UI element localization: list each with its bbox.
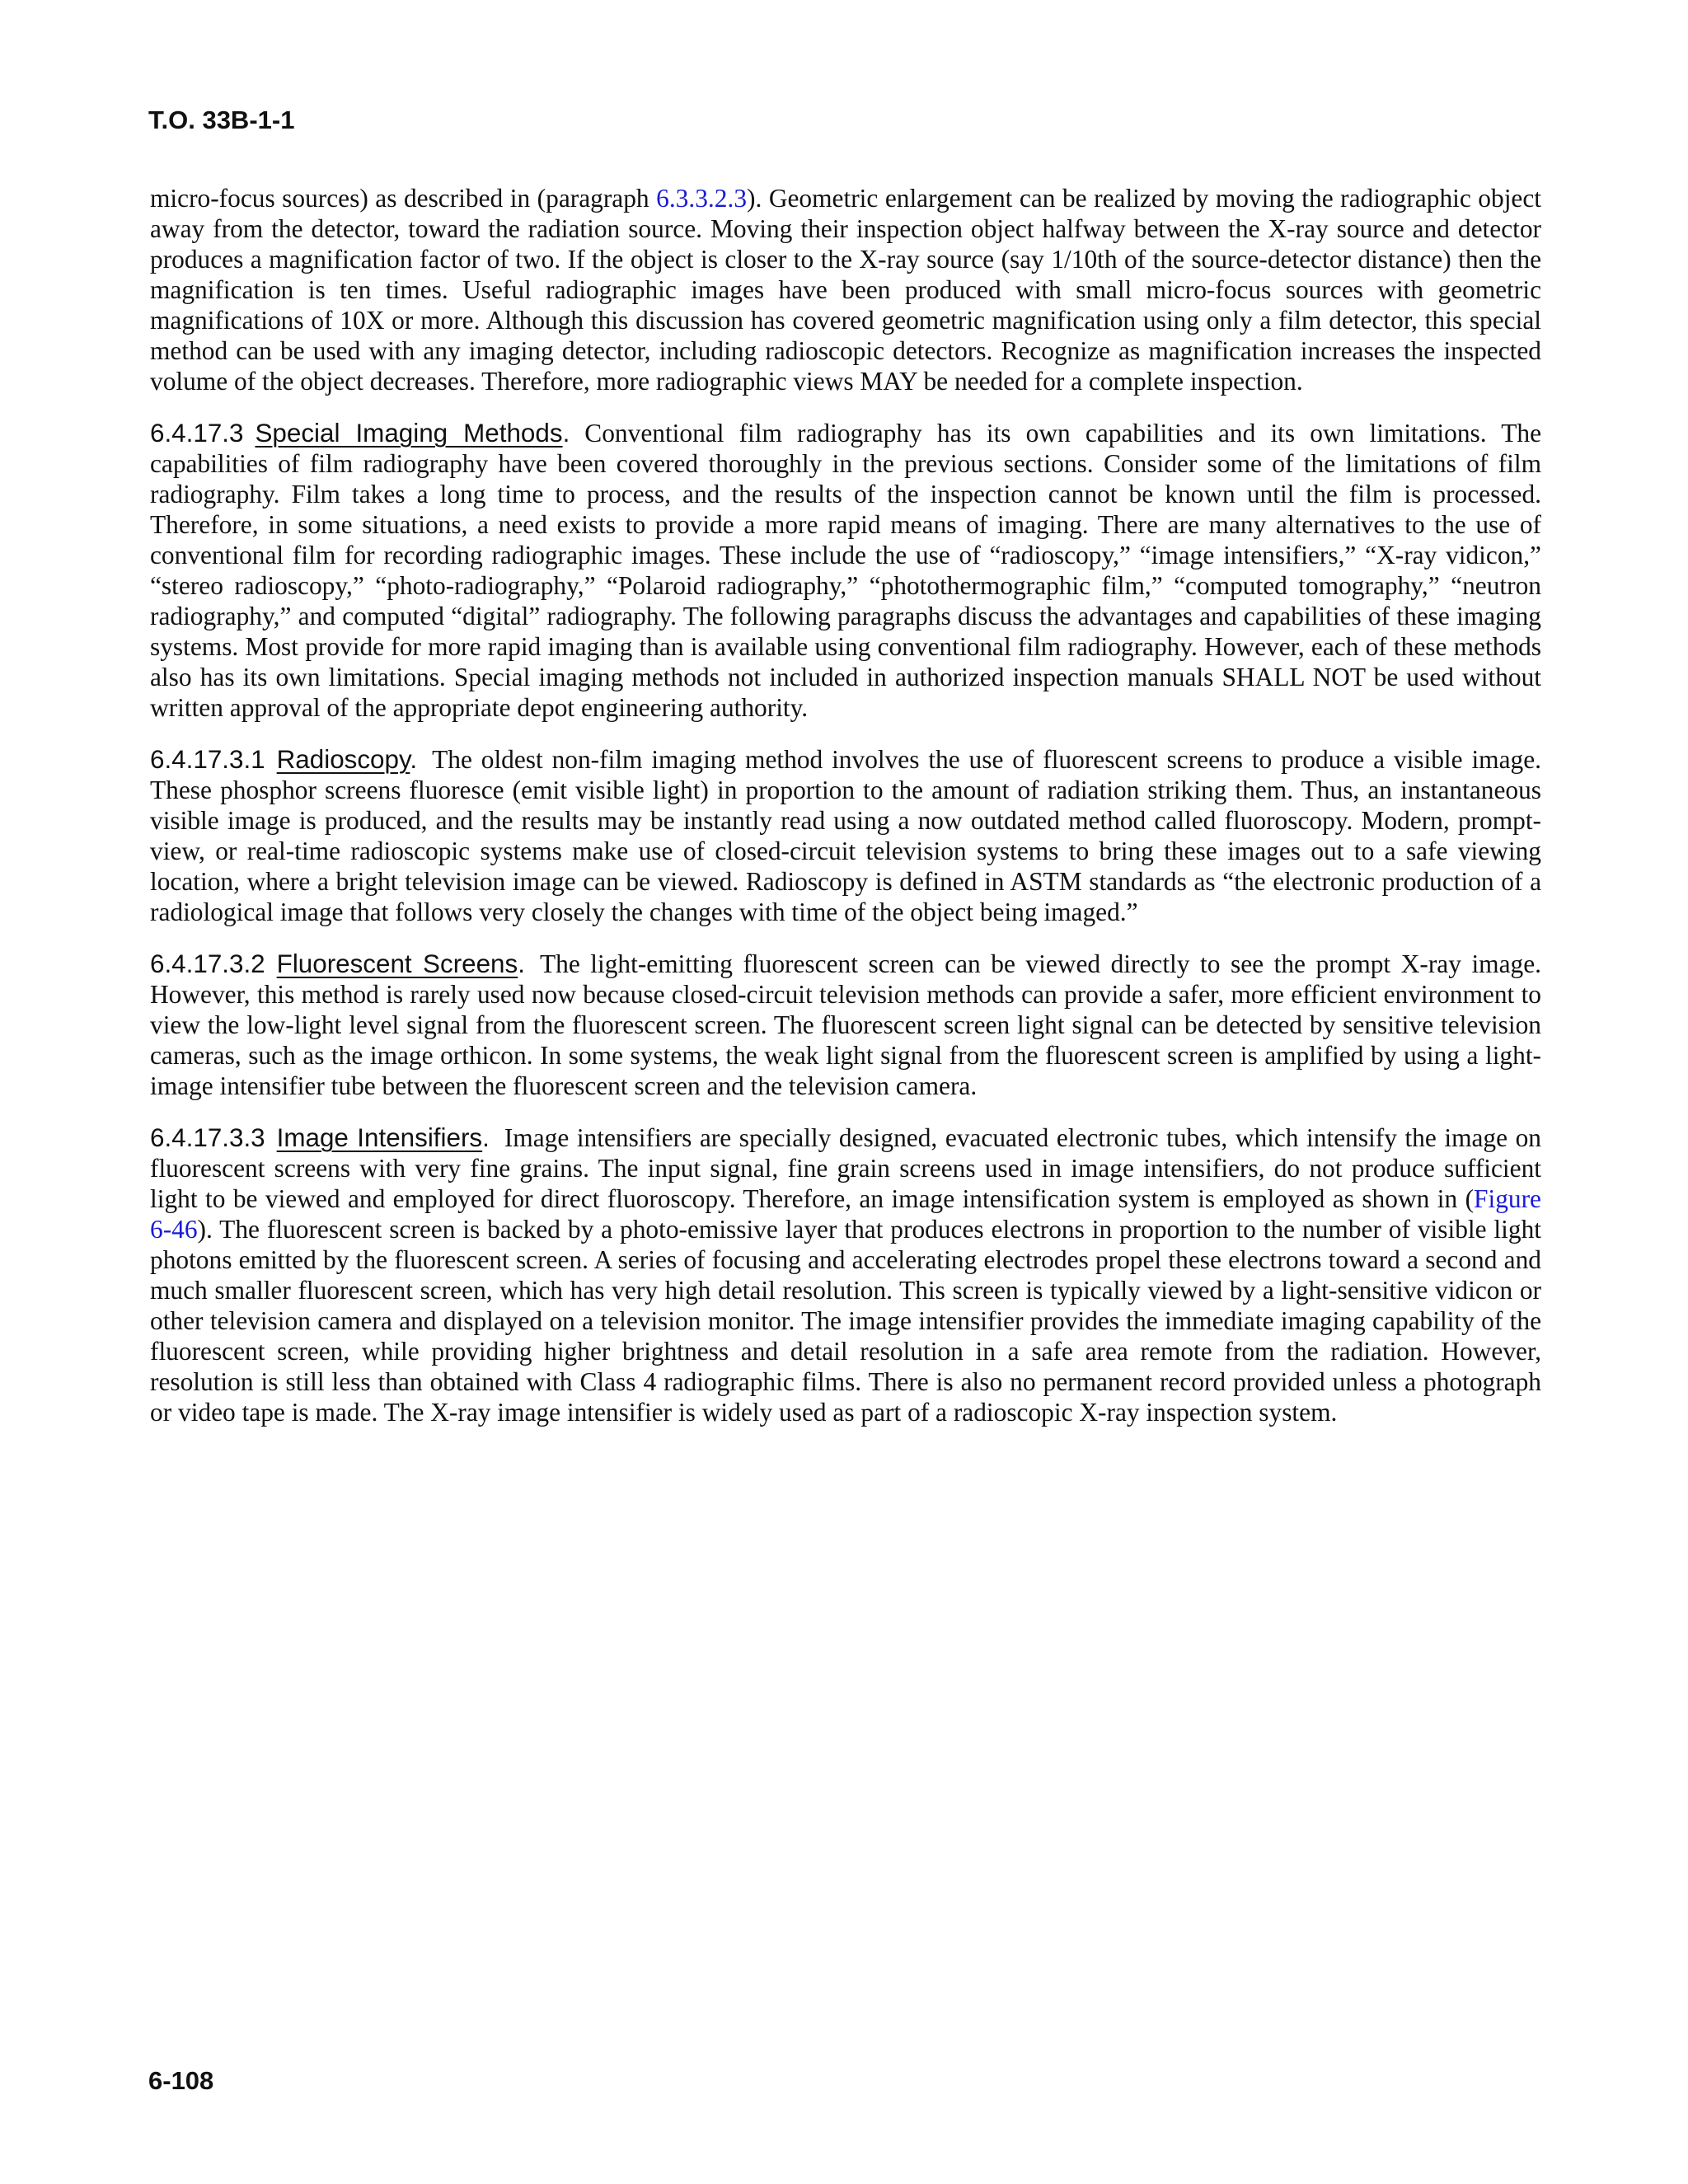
section-body-start: Image intensifiers are specially designed, evacuated electronic tubes, which intensify the image on fluorescent screens with very fine grains. The input signal, fine grain screens used in image intensifiers, do not produce sufficient light to be viewed and employed for direct fluoroscopy. Therefore, an image intensification system is employed as shown in ( [150, 1123, 1541, 1213]
intro-text-start: micro-focus sources) as described in (paragraph [150, 184, 657, 213]
section-title: Image Intensifiers [276, 1123, 483, 1152]
paragraph-reference-link[interactable]: 6.3.3.2.3 [656, 184, 748, 213]
section-body: The light-emitting fluorescent screen can be viewed directly to see the prompt X-ray image. However, this method is rarely used now because closed-circuit television methods can provide a safer, more efficient environment to view the low-light level signal from the fluorescent screen. The fluorescent screen light signal can be detected by sensitive television cameras, such as the image orthicon. In some systems, the weak light signal from the fluorescent screen is amplified by using a light-image intensifier tube between the fluorescent screen and the television camera. [150, 949, 1541, 1100]
intro-text-end: ). Geometric enlargement can be realized by moving the radiographic object away from the detector, toward the radiation source. Moving their inspection object halfway between the X-ray source and detector produces a magnification factor of two. If the object is closer to the X-ray source (say 1/10th of the source-detector distance) then the magnification is ten times. Useful radiographic images have been produced with small micro-focus sources with geometric magnifications of 10X or more. Although this discussion has covered geometric magnification using only a film detector, this special method can be used with any imaging detector, including radioscopic detectors. Recognize as magnification increases the inspected volume of the object decreases. Therefore, more radiographic views MAY be needed for a complete inspection. [150, 184, 1542, 396]
section-number: 6.4.17.3 [150, 419, 244, 448]
section-body-end: ). The fluorescent screen is backed by a photo-emissive layer that produces electrons in proportion to the number of visible light photons emitted by the fluorescent screen. A series of focusing and accelerating electrodes propel these electrons toward a second and much smaller fluorescent screen, which has very high detail resolution. This screen is typically viewed by a light-sensitive vidicon or other television camera and displayed on a television monitor. The image intensifier provides the immediate imaging capability of the fluorescent screen, while providing higher brightness and detail resolution in a safe area remote from the radiation. However, resolution is still less than obtained with Class 4 radiographic films. There is also no permanent record provided unless a photograph or video tape is made. The X-ray image intensifier is widely used as part of a radioscopic X-ray inspection system. [150, 1215, 1541, 1427]
intro-paragraph [150, 183, 1541, 396]
page-number-footer: 6-108 [148, 2066, 214, 2095]
section-number: 6.4.17.3.2 [150, 949, 265, 978]
section-number: 6.4.17.3.1 [150, 745, 265, 774]
section-body: Conventional film radiography has its own capabilities and its own limitations. The capabilities of film radiography have been covered thoroughly in the previous sections. Consider some of the limitations of film radiography. Film takes a long time to process, and the results of the inspection cannot be known until the film is processed. Therefore, in some situations, a need exists to provide a more rapid means of imaging. There are many alternatives to the use of conventional film for recording radiographic images. These include the use of “radioscopy,” “image intensifiers,” “X-ray vidicon,” “stereo radioscopy,” “photo-radiography,” “Polaroid radiography,” “photothermographic film,” “computed tomography,” “neutron radiography,” and computed “digital” radiography. The following paragraphs discuss the advantages and capabilities of these imaging systems. Most provide for more rapid imaging than is available using conventional film radiography. However, each of these methods also has its own limitations. Special imaging methods not included in authorized inspection manuals SHALL NOT be used without written approval of the appropriate depot engineering authority. [150, 419, 1541, 722]
section-title: Radioscopy [276, 745, 410, 774]
section-title: Special Imaging Methods [255, 419, 563, 448]
section-fluorescent-screens: 6.4.17.3.2 Fluorescent Screens. The light-emitting fluorescent screen can be viewed directly to see the prompt X-ray image. However, this method is rarely used now because closed-circuit television methods can provide a safer, more efficient environment to view the low-light level signal from the fluorescent screen. The fluorescent screen light signal can be detected by sensitive television cameras, such as the image orthicon. In some systems, the weak light signal from the fluorescent screen is amplified by using a light-image intensifier tube between the fluorescent screen and the television camera. [150, 949, 1541, 1100]
document-id-header: T.O. 33B-1-1 [148, 105, 295, 134]
section-radioscopy: 6.4.17.3.1 Radioscopy. The oldest non-film imaging method involves the use of fluorescent screens to produce a visible image. These phosphor screens fluoresce (emit visible light) in proportion to the amount of radiation striking them. Thus, an instantaneous visible image is produced, and the results may be instantly read using a now outdated method called fluoroscopy. Modern, prompt-view, or real-time radioscopic systems make use of closed-circuit television systems to bring these images out to a safe viewing location, where a bright television image can be viewed. Radioscopy is defined in ASTM standards as “the electronic production of a radiological image that follows very closely the changes with time of the object being imaged.” [150, 745, 1541, 926]
section-number: 6.4.17.3.3 [150, 1123, 265, 1152]
page-content [150, 183, 1541, 1449]
section-special-imaging-methods: 6.4.17.3 Special Imaging Methods. Conventional film radiography has its own capabilities and its own limitations. The capabilities of film radiography have been covered thoroughly in the previous sections. Consider some of the limitations of film radiography. Film takes a long time to process, and the results of the inspection cannot be known until the film is processed. Therefore, in some situations, a need exists to provide a more rapid means of imaging. There are many alternatives to the use of conventional film for recording radiographic images. These include the use of “radioscopy,” “image intensifiers,” “X-ray vidicon,” “stereo radioscopy,” “photo-radiography,” “Polaroid radiography,” “photothermographic film,” “computed tomography,” “neutron radiography,” and computed “digital” radiography. The following paragraphs discuss the advantages and capabilities of these imaging systems. Most provide for more rapid imaging than is available using conventional film radiography. However, each of these methods also has its own limitations. Special imaging methods not included in authorized inspection manuals SHALL NOT be used without written approval of the appropriate depot engineering authority. [150, 419, 1541, 722]
section-image-intensifiers: 6.4.17.3.3 Image Intensifiers. Image intensifiers are specially designed, evacuated electronic tubes, which intensify the image on fluorescent screens with very fine grains. The input signal, fine grain screens used in image intensifiers, do not produce sufficient light to be viewed and employed for direct fluoroscopy. Therefore, an image intensification system is employed as shown in (Figure 6-46). The fluorescent screen is backed by a photo-emissive layer that produces electrons in proportion to the number of visible light photons emitted by the fluorescent screen. A series of focusing and accelerating electrodes propel these electrons toward a second and much smaller fluorescent screen, which has very high detail resolution. This screen is typically viewed by a light-sensitive vidicon or other television camera and displayed on a television monitor. The image intensifier provides the immediate imaging capability of the fluorescent screen, while providing higher brightness and detail resolution in a safe area remote from the radiation. However, resolution is still less than obtained with Class 4 radiographic films. There is also no permanent record provided unless a photograph or video tape is made. The X-ray image intensifier is widely used as part of a radioscopic X-ray inspection system. [150, 1123, 1541, 1427]
section-title: Fluorescent Screens [276, 949, 518, 978]
section-body: The oldest non-film imaging method involves the use of fluorescent screens to produce a visible image. These phosphor screens fluoresce (emit visible light) in proportion to the amount of radiation striking them. Thus, an instantaneous visible image is produced, and the results may be instantly read using a now outdated method called fluoroscopy. Modern, prompt-view, or real-time radioscopic systems make use of closed-circuit television systems to bring these images out to a safe viewing location, where a bright television image can be viewed. Radioscopy is defined in ASTM standards as “the electronic production of a radiological image that follows very closely the changes with time of the object being imaged.” [150, 745, 1541, 926]
figure-reference-link[interactable]: Figure 6-46 [150, 1184, 1541, 1244]
